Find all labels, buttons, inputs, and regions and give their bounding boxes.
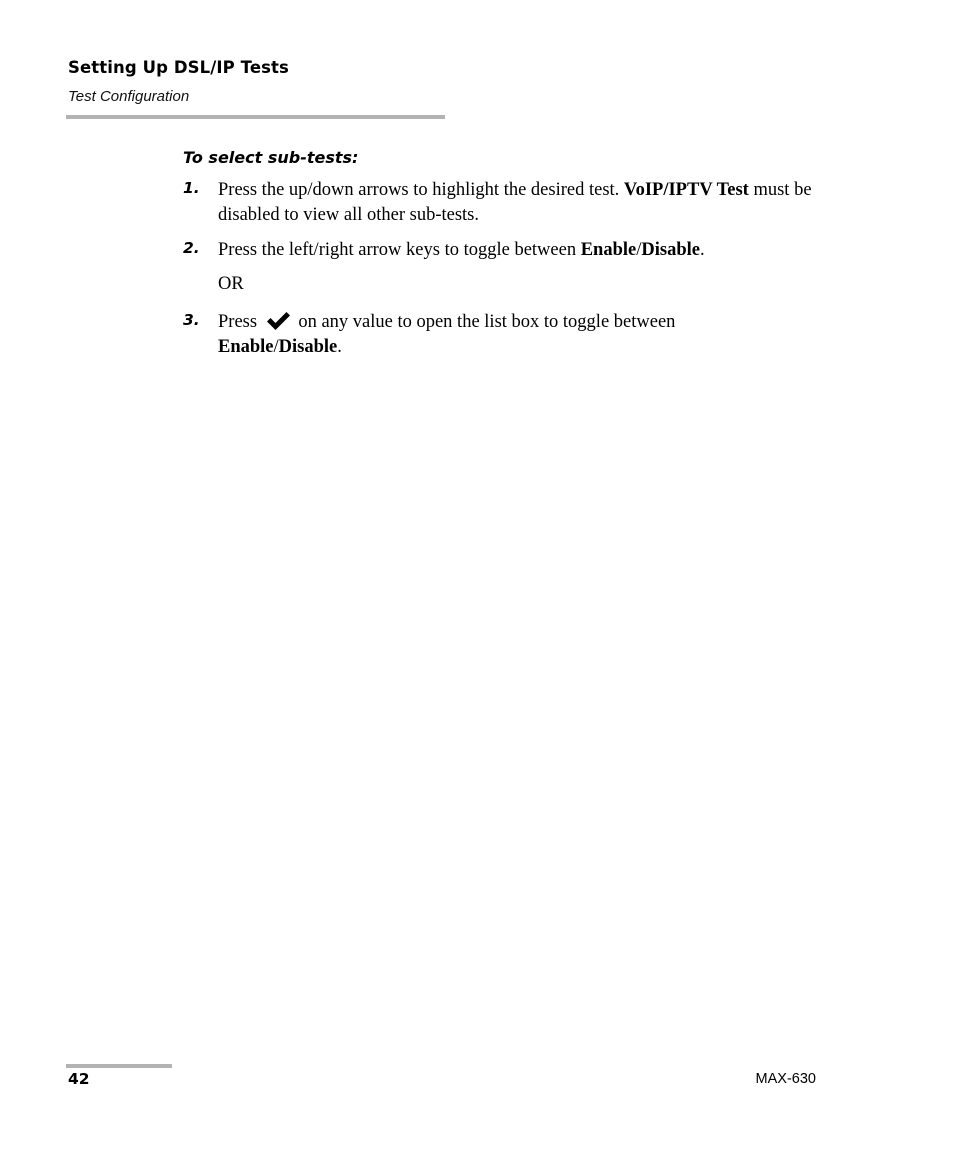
header-divider xyxy=(66,115,445,119)
step-text-part: Press the left/right arrow keys to toggle between xyxy=(218,240,581,260)
or-text: OR xyxy=(218,274,244,294)
step-text xyxy=(218,238,838,263)
step-number: 1. xyxy=(183,179,200,197)
test-name: VoIP/IPTV Test xyxy=(623,180,749,200)
disable-label: Disable xyxy=(278,336,338,357)
step-text-part: must be disabled to view all other sub-tests. xyxy=(218,180,812,225)
separator: / xyxy=(273,336,279,357)
footer-divider xyxy=(66,1064,172,1068)
step-number: 2. xyxy=(183,239,200,257)
enable-label: Enable xyxy=(580,240,637,260)
procedure-heading: To select sub-tests: xyxy=(183,148,359,167)
product-name: MAX-630 xyxy=(755,1071,816,1087)
step-text-part: . xyxy=(337,336,342,357)
section-title: Test Configuration xyxy=(68,88,190,105)
page-number: 42 xyxy=(68,1070,90,1088)
chapter-title: Setting Up DSL/IP Tests xyxy=(68,58,289,77)
disable-label: Disable xyxy=(641,240,700,260)
separator: / xyxy=(636,240,642,260)
step-text-part: . xyxy=(699,240,705,260)
enable-label: Enable xyxy=(218,336,274,357)
step-text-part: Press the up/down arrows to highlight the desired test. xyxy=(218,180,624,200)
step-text-part: on any value to open the list box to toggle between xyxy=(293,312,676,332)
step-text-part: Press xyxy=(218,312,262,332)
step-number: 3. xyxy=(183,311,200,329)
step-text xyxy=(218,178,838,227)
checkmark-icon xyxy=(265,310,292,331)
step-text xyxy=(218,310,838,359)
